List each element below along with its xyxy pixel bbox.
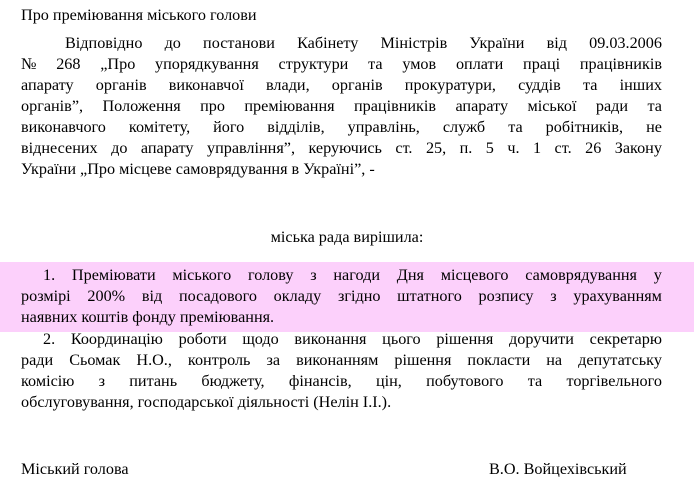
item2-line-4: обслуговування, господарської діяльності (Нелін І.І.).: [21, 393, 392, 411]
item2-line-3: комісію з питань бюджету, фінансів, цін, побутового та торгівельного: [21, 372, 662, 390]
document-title: Про преміювання міського голови: [21, 6, 257, 24]
item1-line-1: 1. Преміювати міського голову з нагоди Дня місцевого самоврядування у: [43, 266, 662, 284]
signature-position: Міський голова: [21, 460, 129, 478]
signature-name: В.О. Войцехівський: [489, 460, 627, 478]
preamble-line-2: № 268 „Про упорядкування структури та умов оплати праці працівників: [21, 55, 662, 73]
preamble-line-6: віднесених до апарату управління”, керуючись ст. 25, п. 5 ч. 1 ст. 26 Закону: [21, 139, 662, 157]
preamble-line-5: виконавчого комітету, його відділів, управлінь, служб та робітників, не: [21, 118, 662, 136]
item2-line-2: ради Сьомак Н.О., контроль за виконанням рішення покласти на депутатську: [21, 351, 662, 369]
preamble-line-4: органів”, Положення про преміювання працівників апарату міської ради та: [21, 97, 662, 115]
item2-line-1: 2. Координацію роботи щодо виконання цього рішення доручити секретарю: [43, 330, 662, 348]
item1-line-3: наявних коштів фонду преміювання.: [21, 308, 275, 326]
item1-line-2: розмірі 200% від посадового окладу згідно штатного розпису з урахуванням: [21, 287, 662, 305]
preamble-line-3: апарату органів виконавчої влади, органів прокуратури, суддів та інших: [21, 76, 662, 94]
preamble-line-1: Відповідно до постанови Кабінету Міністрів України від 09.03.2006: [65, 34, 662, 52]
decision-header: міська рада вирішила:: [270, 228, 424, 246]
preamble-line-7: України „Про місцеве самоврядування в Україні”, -: [21, 160, 375, 178]
